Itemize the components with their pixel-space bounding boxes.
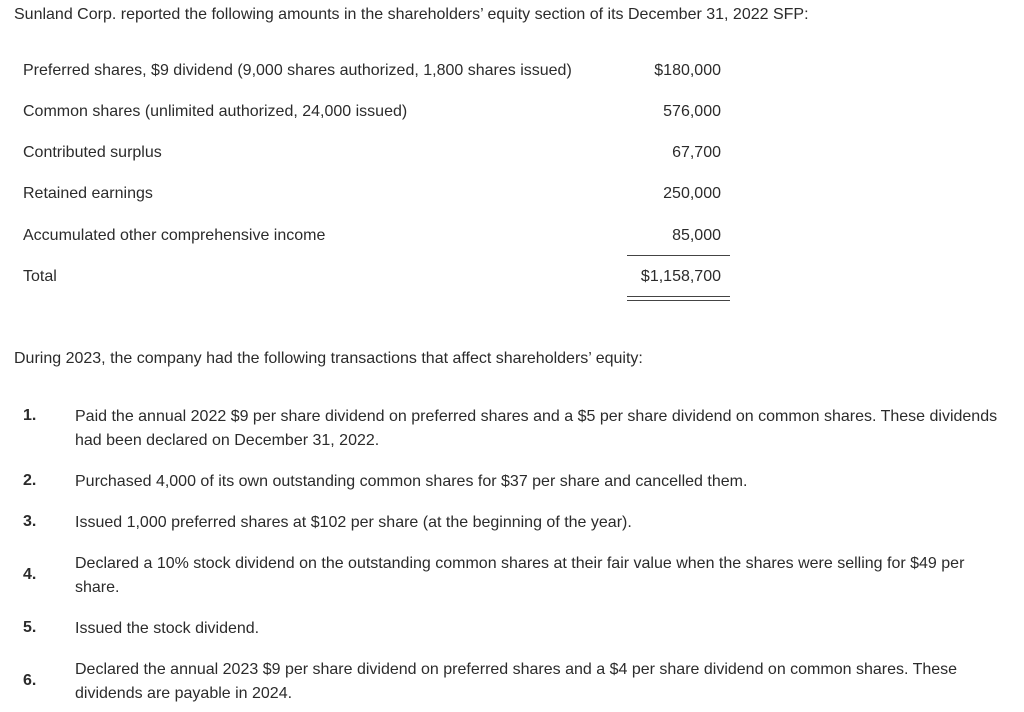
equity-total-label: Total <box>23 268 57 285</box>
transaction-text: Paid the annual 2022 $9 per share dividend on preferred shares and a $5 per share dividend on common shares. These dividends had been declared on December 31, 2022. <box>75 408 998 449</box>
total-double-rule <box>627 296 730 301</box>
equity-row-amount: 85,000 <box>672 227 721 244</box>
transactions-intro: During 2023, the company had the following transactions that affect shareholders’ equity: <box>14 350 643 367</box>
equity-row-amount: $180,000 <box>654 62 721 79</box>
transaction-number: 2. <box>23 472 37 489</box>
transaction-text: Issued the stock dividend. <box>75 620 260 637</box>
equity-row-label: Contributed surplus <box>23 144 162 161</box>
transaction-text: Declared a 10% stock dividend on the outstanding common shares at their fair value when the shares were selling for $49 per share. <box>75 555 965 596</box>
transaction-number: 4. <box>23 566 37 583</box>
transaction-text: Declared the annual 2023 $9 per share dividend on preferred shares and a $4 per share dividend on common shares. These dividends are payable in 2024. <box>75 661 958 702</box>
equity-row-label: Common shares (unlimited authorized, 24,000 issued) <box>23 103 408 120</box>
transaction-number: 1. <box>23 407 37 424</box>
equity-row-amount: 576,000 <box>663 103 721 120</box>
intro-text: Sunland Corp. reported the following amounts in the shareholders’ equity section of its December 31, 2022 SFP: <box>14 6 809 23</box>
transaction-number: 6. <box>23 672 37 689</box>
transaction-number: 3. <box>23 513 37 530</box>
transaction-number: 5. <box>23 619 37 636</box>
equity-total-amount: $1,158,700 <box>640 268 721 285</box>
equity-row-label: Accumulated other comprehensive income <box>23 227 326 244</box>
transaction-text: Purchased 4,000 of its own outstanding common shares for $37 per share and cancelled them. <box>75 473 748 490</box>
equity-row-label: Retained earnings <box>23 185 153 202</box>
equity-row-amount: 67,700 <box>672 144 721 161</box>
equity-row-amount: 250,000 <box>663 185 721 202</box>
subtotal-rule <box>627 255 730 256</box>
transaction-text: Issued 1,000 preferred shares at $102 per share (at the beginning of the year). <box>75 514 632 531</box>
equity-row-label: Preferred shares, $9 dividend (9,000 shares authorized, 1,800 shares issued) <box>23 62 572 79</box>
